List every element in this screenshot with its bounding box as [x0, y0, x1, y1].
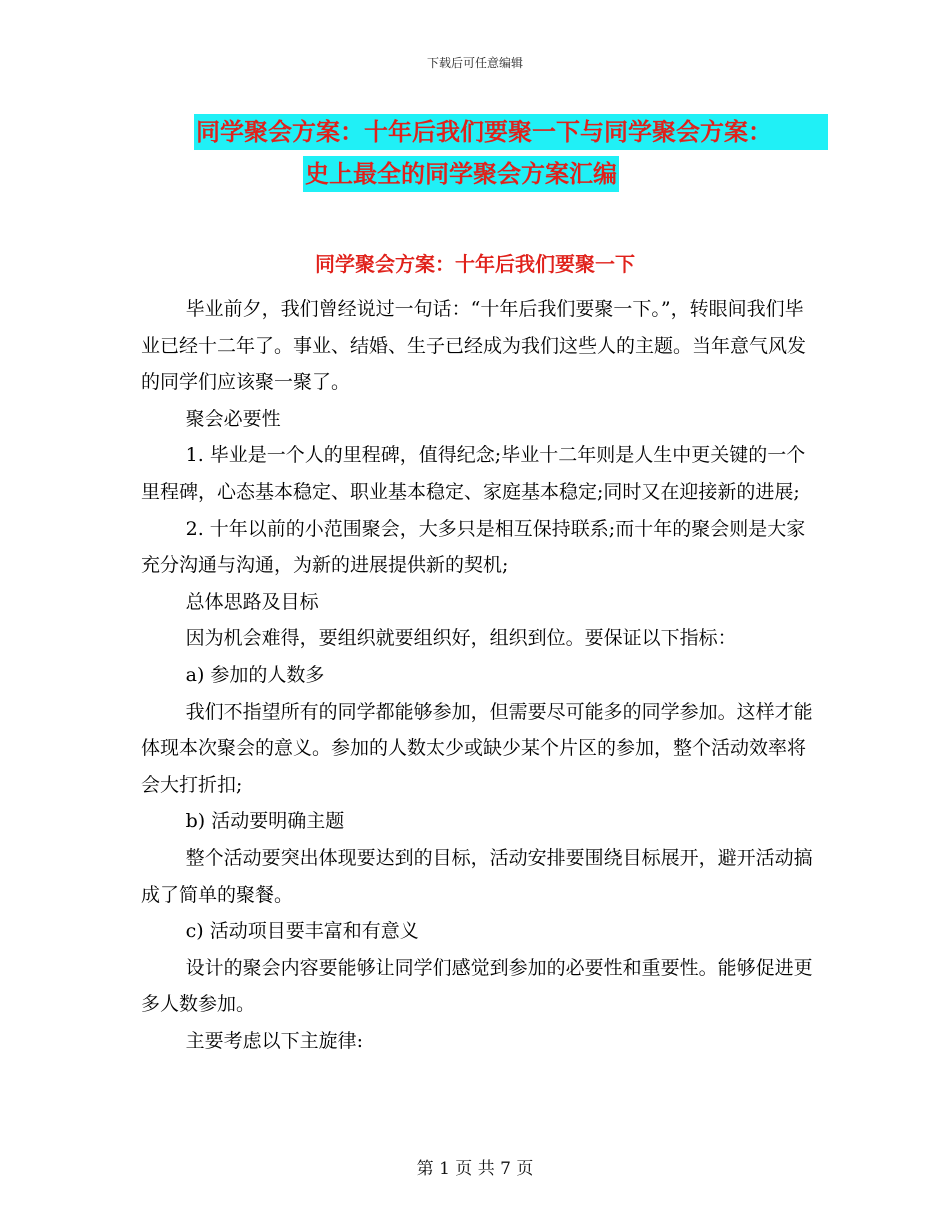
body-text: [141, 291, 813, 1059]
title-highlight-2: 史上最全的同学聚会方案汇编: [303, 156, 619, 192]
title-highlight-1: 同学聚会方案：十年后我们要聚一下与同学聚会方案：: [194, 114, 828, 150]
item-b: b) 活动要明确主题: [185, 810, 345, 833]
item-a: a) 参加的人数多: [185, 663, 325, 686]
page-footer: 第 1 页 共 7 页: [416, 1159, 534, 1179]
paragraph-point-1: 1. 毕业是一个人的里程碑，值得纪念;毕业十二年则是人生中更关键的一个里程碑，心态基本稳定、职业基本稳定、家庭基本稳定;同时又在迎接新的进展;: [141, 444, 806, 503]
heading-overall-approach: 总体思路及目标: [185, 590, 319, 613]
item-c: c) 活动项目要丰富和有意义: [185, 920, 419, 943]
heading-necessity: 聚会必要性: [185, 407, 281, 430]
paragraph-main-themes: 主要考虑以下主旋律:: [185, 1029, 364, 1052]
paragraph-item-a: 我们不指望所有的同学都能够参加，但需要尽可能多的同学参加。这样才能体现本次聚会的意义。参加的人数太少或缺少某个片区的参加，整个活动效率将会大打折扣;: [141, 700, 813, 796]
paragraph-goals: 因为机会难得，要组织就要组织好，组织到位。要保证以下指标：: [185, 627, 737, 650]
paragraph-item-b: 整个活动要突出体现要达到的目标，活动安排要围绕目标展开，避开活动搞成了简单的聚餐。: [141, 846, 813, 906]
paragraph-intro: 毕业前夕，我们曾经说过一句话：“十年后我们要聚一下。”，转眼间我们毕业已经十二年了。事业、结婚、生子已经成为我们这些人的主题。当年意气风发的同学们应该聚一聚了。: [141, 298, 807, 394]
section-title: 同学聚会方案：十年后我们要聚一下: [315, 252, 635, 276]
header-note: 下载后可任意编辑: [426, 56, 523, 70]
paragraph-point-2: 2. 十年以前的小范围聚会，大多只是相互保持联系;而十年的聚会则是大家充分沟通与沟通，为新的进展提供新的契机;: [141, 517, 806, 577]
document-title-line-2: [0, 156, 950, 192]
paragraph-item-c: 设计的聚会内容要能够让同学们感觉到参加的必要性和重要性。能够促进更多人数参加。: [141, 956, 813, 1016]
document-title-line-1: [0, 114, 950, 150]
